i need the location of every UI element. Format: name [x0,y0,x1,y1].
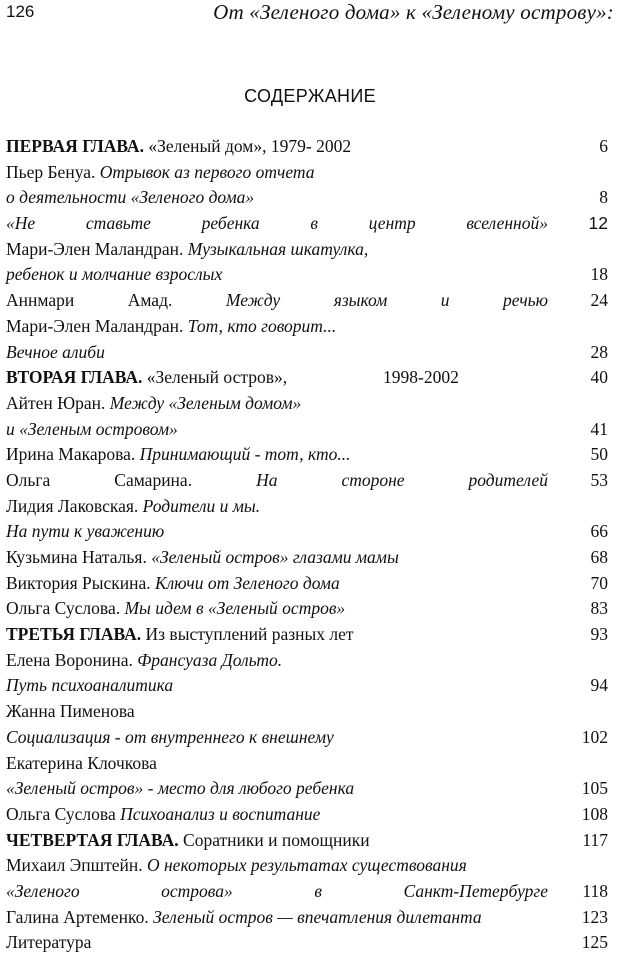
toc-entry [6,391,608,417]
page-ref: 68 [590,547,608,567]
entry-title: Тот, кто говорит... [187,315,337,336]
entry-author: Жанна Пименова [6,701,135,722]
toc-entry [6,853,608,879]
page-number: 126 [6,2,35,21]
entry-title: Зеленый остров — впечатления дилетанта [153,906,482,927]
entry-title: «Зеленый остров» - место для любого ребенка [6,778,355,799]
toc-entry [6,802,608,828]
toc-entry [6,365,608,391]
page-ref: 53 [590,469,608,490]
entry-author: Екатерина Клочкова [6,752,157,773]
page-ref: 24 [590,290,608,311]
toc-heading: СОДЕРЖАНИЕ [244,86,376,106]
toc-entry [6,622,608,648]
entry-title: На пути к уважению [6,521,165,542]
page-ref: 18 [590,264,608,285]
entry-title: Между «Зеленым домом» [109,392,302,413]
entry-line: Ольга Самарина. На стороне родителей [6,469,548,490]
chapter-subtitle: Из выступлений разных лет [141,624,354,645]
toc-entry [6,725,608,751]
toc-entry [6,288,608,314]
entry-title: О некоторых результатах существования [146,855,467,876]
table-of-contents [6,134,608,956]
page-ref: 125 [581,932,608,953]
entry-title: и «Зеленым островом» [6,418,178,439]
page-ref: 8 [599,187,608,208]
toc-entry [6,417,608,443]
page-ref: 108 [581,803,608,824]
chapter-label: ТРЕТЬЯ ГЛАВА. [6,624,142,645]
entry-title: «Не ставьте ребенка в центр вселенной» [6,213,548,234]
page-ref: 118 [582,880,608,901]
page-ref: 94 [590,675,608,696]
page-ref: 28 [590,341,608,362]
toc-entry [6,442,608,468]
entry-title: Вечное алиби [6,341,105,362]
entry-author: Кузьмина Наталья. [6,547,152,567]
entry-title: ребенок и молчание взрослых [6,264,223,285]
toc-entry [6,930,608,956]
entry-author: Ольга Суслова. [6,598,125,619]
toc-entry [6,673,608,699]
entry-author: Мари-Элен Маландран. [6,315,188,336]
toc-entry [6,262,608,288]
toc-entry [6,494,608,520]
toc-entry [6,879,608,905]
entry-title: Психоанализ и воспитание [120,803,321,824]
entry-title: «Зеленого острова» в Санкт-Петербурге [6,880,548,901]
entry-title: Путь психоаналитика [6,675,174,696]
entry-author: Лидия Лаковская. [6,495,143,516]
page-ref: 117 [582,829,608,850]
toc-entry [6,134,608,160]
entry-author: Ирина Макарова. [6,444,140,465]
page-ref: 66 [590,521,608,542]
toc-entry [6,776,608,802]
entry-title: Родители и мы. [142,495,261,516]
entry-author: Галина Артеменко. [6,906,154,927]
toc-entry [6,468,608,494]
page-ref: 93 [590,624,608,645]
entry-title: «Зеленый остров» глазами мамы [151,547,399,567]
entry-author: Айтен Юран. [6,392,110,413]
toc-entry [6,828,608,854]
entry-title: Мы идем в «Зеленый остров» [124,598,346,619]
chapter-subtitle: «Зеленый дом», 1979- 2002 [143,136,352,156]
toc-entry [6,160,608,186]
toc-entry [6,237,608,263]
page-ref: 40 [590,367,608,388]
entry-author: Ольга Суслова [6,803,121,824]
toc-entry [6,648,608,674]
page-ref: 12 [588,213,608,234]
running-title: От «Зеленого дома» к «Зеленому острову»: [213,0,614,24]
entry-author: Виктория Рыскина. [6,572,156,593]
chapter-subtitle: Соратники и помощники [178,829,370,850]
chapter-label: ВТОРАЯ ГЛАВА. [6,367,143,388]
page-ref: 70 [590,572,608,593]
toc-entry [6,596,608,622]
toc-entry [6,185,608,211]
entry-author: Литература [6,932,92,953]
page-ref: 105 [581,778,608,799]
chapter-years: 1998-2002 [383,367,459,388]
chapter-label: ПЕРВАЯ ГЛАВА. [6,136,144,156]
entry-line: Аннмари Амад. Между языком и речью [6,290,548,311]
entry-title: Отрывок аз первого отчета [99,161,315,182]
page-ref: 6 [599,136,608,156]
toc-entry [6,571,608,597]
toc-entry [6,699,608,725]
entry-title: Социализация - от внутреннего к внешнему [6,726,334,747]
entry-author: Михаил Эпштейн. [6,855,147,876]
entry-title: о деятельности «Зеленого дома» [6,187,255,208]
toc-entry [6,519,608,545]
page-ref: 41 [590,418,608,439]
chapter-subtitle: «Зеленый остров», [142,367,288,388]
page-ref: 123 [581,906,608,927]
entry-title: Музыкальная шкатулка, [187,238,369,259]
entry-author: Елена Воронина. [6,649,138,670]
chapter-label: ЧЕТВЕРТАЯ ГЛАВА. [6,829,179,850]
toc-entry [6,314,608,340]
entry-title: Ключи от Зеленого дома [155,572,340,593]
page-ref: 50 [590,444,608,465]
toc-entry [6,340,608,366]
toc-entry [6,751,608,777]
toc-entry [6,211,608,237]
entry-author: Мари-Элен Маландран. [6,238,188,259]
entry-title: Франсуаза Дольто. [137,649,283,670]
page-ref: 102 [581,726,608,747]
page-header [0,0,620,30]
toc-entry [6,905,608,931]
page-ref: 83 [590,598,608,619]
entry-author: Пьер Бенуа. [6,161,100,182]
toc-entry [6,545,608,571]
entry-title: Принимающий - тот, кто... [139,444,351,465]
